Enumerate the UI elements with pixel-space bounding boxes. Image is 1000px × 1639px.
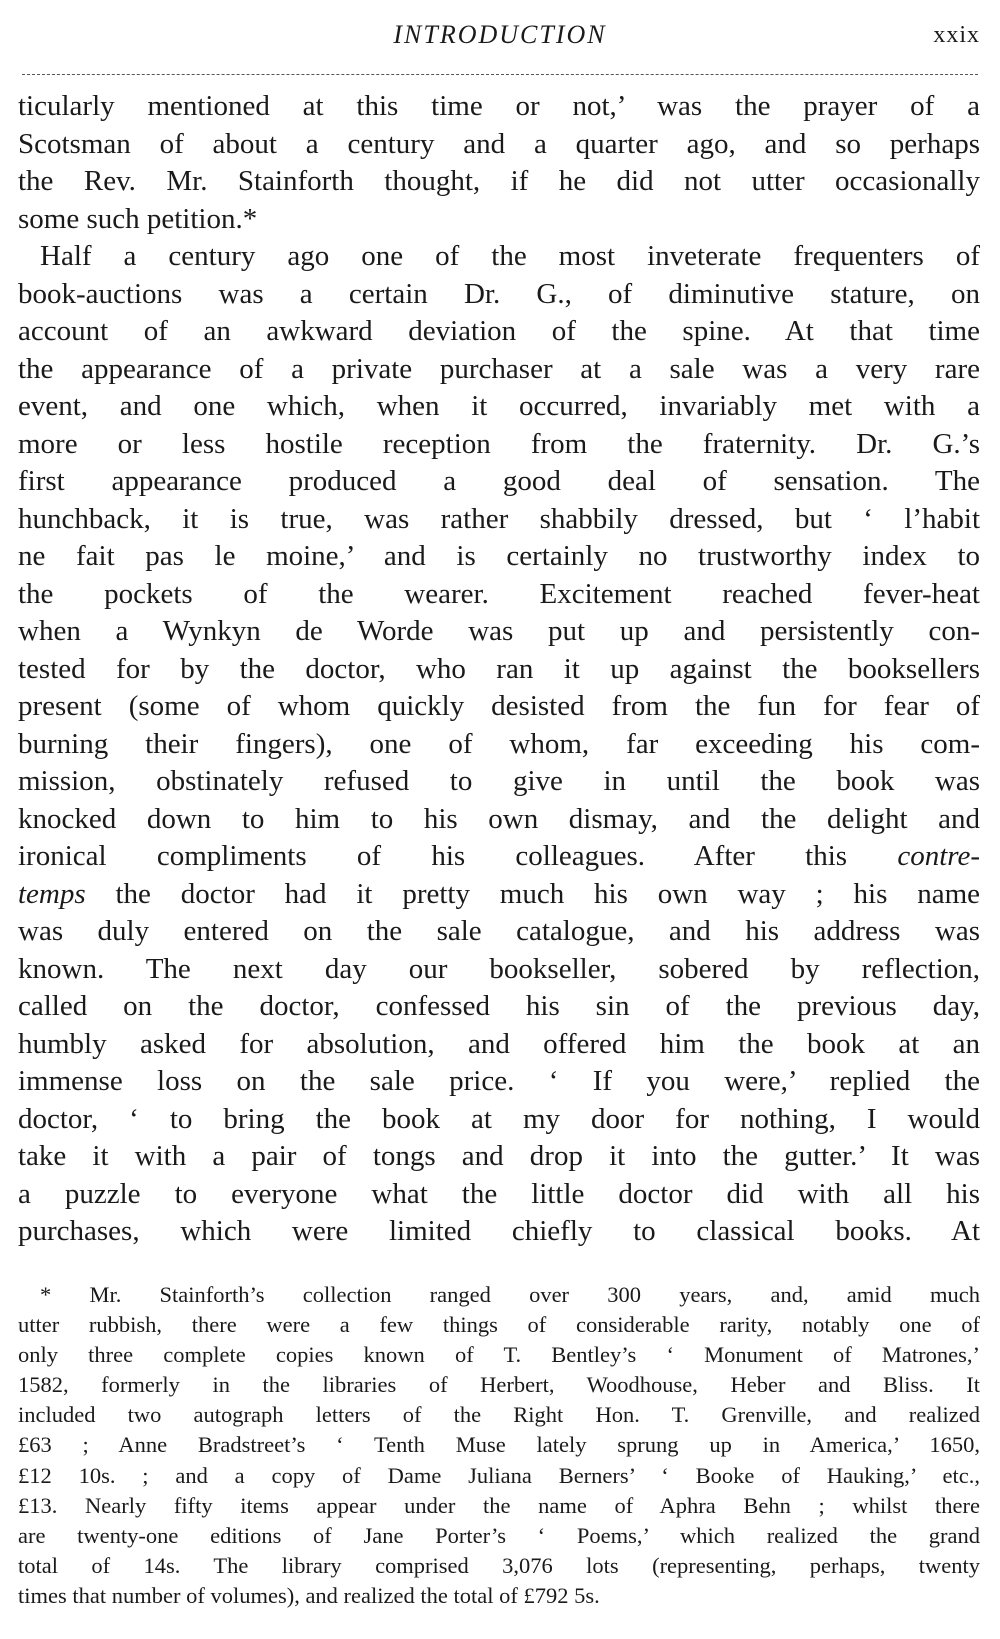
line-text: tested for by the doctor, who ran it up against the booksellers — [18, 652, 980, 685]
footnote-line — [18, 1340, 980, 1370]
line-text: a puzzle to everyone what the little doctor did with all his — [18, 1177, 980, 1210]
line-text: called on the doctor, confessed his sin of the previous day, — [18, 990, 980, 1022]
text-line — [18, 501, 980, 539]
line-text: ticularly mentioned at this time or not,’ was the prayer of a — [18, 90, 980, 122]
line-text: immense loss on the sale price. ‘ If you were,’ replied the — [18, 1065, 980, 1097]
text-line — [18, 576, 980, 614]
text-line — [18, 88, 980, 126]
text-line — [18, 1063, 980, 1101]
line-text: event, and one which, when it occurred, invariably met with a — [18, 390, 980, 422]
line-text: doctor, ‘ to bring the book at my door for nothing, I would — [18, 1102, 980, 1135]
text-line — [18, 426, 980, 464]
text-line — [18, 163, 980, 201]
text-line — [18, 951, 980, 989]
footnote — [18, 1280, 980, 1611]
text-line — [18, 801, 980, 839]
line-text: Half a century ago one of the most inveterate frequenters of — [40, 240, 980, 272]
line-text: * Mr. Stainforth’s collection ranged over 300 years, and, amid much — [40, 1282, 980, 1307]
line-text: take it with a pair of tongs and drop it into the gutter.’ It was — [18, 1140, 980, 1172]
footnote-line — [18, 1461, 980, 1491]
text-line — [18, 463, 980, 501]
line-text: are twenty-one editions of Jane Porter’s ‘ Poems,’ which realized the grand — [18, 1522, 980, 1548]
page-number: xxix — [933, 22, 980, 48]
line-text: book-auctions was a certain Dr. G., of diminutive stature, on — [18, 277, 980, 310]
footnote-line — [18, 1280, 980, 1310]
line-text: known. The next day our bookseller, sobered by reflection, — [18, 952, 980, 985]
footnote-line — [18, 1551, 980, 1581]
line-text: Scotsman of about a century and a quarter ago, and so perhaps — [18, 127, 980, 160]
text-line — [18, 1138, 980, 1176]
text-line — [18, 726, 980, 764]
text-line — [18, 276, 980, 314]
text-line — [18, 988, 980, 1026]
line-text: the appearance of a private purchaser at a sale was a very rare — [18, 352, 980, 385]
text-line — [18, 688, 980, 726]
footnote-line — [18, 1491, 980, 1521]
line-text: included two autograph letters of the Right Hon. T. Grenville, and realized — [18, 1402, 980, 1428]
line-text: knocked down to him to his own dismay, and the delight and — [18, 802, 980, 835]
footnote-line — [18, 1430, 980, 1460]
text-line — [18, 126, 980, 164]
header-rule — [22, 74, 978, 75]
line-text: some such petition.* — [18, 202, 258, 235]
line-text: times that number of volumes), and realized the total of £792 5s. — [18, 1582, 600, 1608]
line-text: £12 10s. ; and a copy of Dame Juliana Berners’ ‘ Booke of Hauking,’ etc., — [18, 1462, 980, 1488]
text-line — [18, 238, 980, 276]
line-text: humbly asked for absolution, and offered him the book at an — [18, 1027, 980, 1060]
line-text: the Rev. Mr. Stainforth thought, if he did not utter occasionally — [18, 165, 980, 197]
line-text: £13. Nearly fifty items appear under the name of Aphra Behn ; whilst there — [18, 1492, 980, 1518]
text-line — [18, 388, 980, 426]
text-line — [18, 1026, 980, 1064]
line-text: the doctor had it pretty much his own way ; his name — [85, 877, 980, 910]
text-line — [18, 838, 980, 876]
footnote-line — [18, 1521, 980, 1551]
footnote-line — [18, 1310, 980, 1340]
text-line — [18, 313, 980, 351]
text-line — [18, 1213, 980, 1251]
line-text: burning their fingers), one of whom, far exceeding his com- — [18, 727, 980, 760]
text-line — [18, 351, 980, 389]
text-line — [18, 876, 980, 914]
line-text: was duly entered on the sale catalogue, and his address was — [18, 915, 980, 947]
line-text: when a Wynkyn de Worde was put up and persistently con- — [18, 615, 980, 647]
italic-text: temps — [18, 877, 86, 910]
line-text: hunchback, it is true, was rather shabbily dressed, but ‘ l’habit — [18, 502, 980, 535]
line-text: utter rubbish, there were a few things of considerable rarity, notably one of — [18, 1312, 980, 1338]
line-text: account of an awkward deviation of the spine. At that time — [18, 315, 980, 347]
text-line — [18, 913, 980, 951]
line-text: ironical compliments of his colleagues. After this — [18, 840, 848, 872]
line-text: purchases, which were limited chiefly to classical books. At — [18, 1215, 980, 1247]
footnote-line — [18, 1581, 980, 1611]
text-line — [18, 613, 980, 651]
line-text: £63 ; Anne Bradstreet’s ‘ Tenth Muse lately sprung up in America,’ 1650, — [18, 1432, 980, 1458]
line-text: first appearance produced a good deal of sensation. The — [18, 465, 980, 497]
italic-text: contre- — [897, 840, 980, 872]
line-text: more or less hostile reception from the fraternity. Dr. G.’s — [18, 427, 980, 460]
line-text: total of 14s. The library comprised 3,076 lots (representing, perhaps, twenty — [18, 1552, 980, 1578]
text-line — [18, 763, 980, 801]
line-text: ne fait pas le moine,’ and is certainly no trustworthy index to — [18, 540, 980, 572]
line-text: only three complete copies known of T. Bentley’s ‘ Monument of Matrones,’ — [18, 1342, 980, 1368]
line-text: present (some of whom quickly desisted from the fun for fear of — [18, 690, 980, 722]
text-line — [18, 1176, 980, 1214]
running-head — [0, 20, 1000, 60]
footnote-line — [18, 1370, 980, 1400]
text-line — [18, 538, 980, 576]
footnote-line — [18, 1400, 980, 1430]
line-text: mission, obstinately refused to give in until the book was — [18, 765, 980, 797]
body-text — [18, 88, 980, 1251]
running-title: INTRODUCTION — [393, 20, 607, 49]
line-text: 1582, formerly in the libraries of Herbert, Woodhouse, Heber and Bliss. It — [18, 1372, 980, 1398]
text-line — [18, 201, 980, 239]
line-text: the pockets of the wearer. Excitement reached fever-heat — [18, 577, 980, 610]
text-line — [18, 1101, 980, 1139]
text-line — [18, 651, 980, 689]
